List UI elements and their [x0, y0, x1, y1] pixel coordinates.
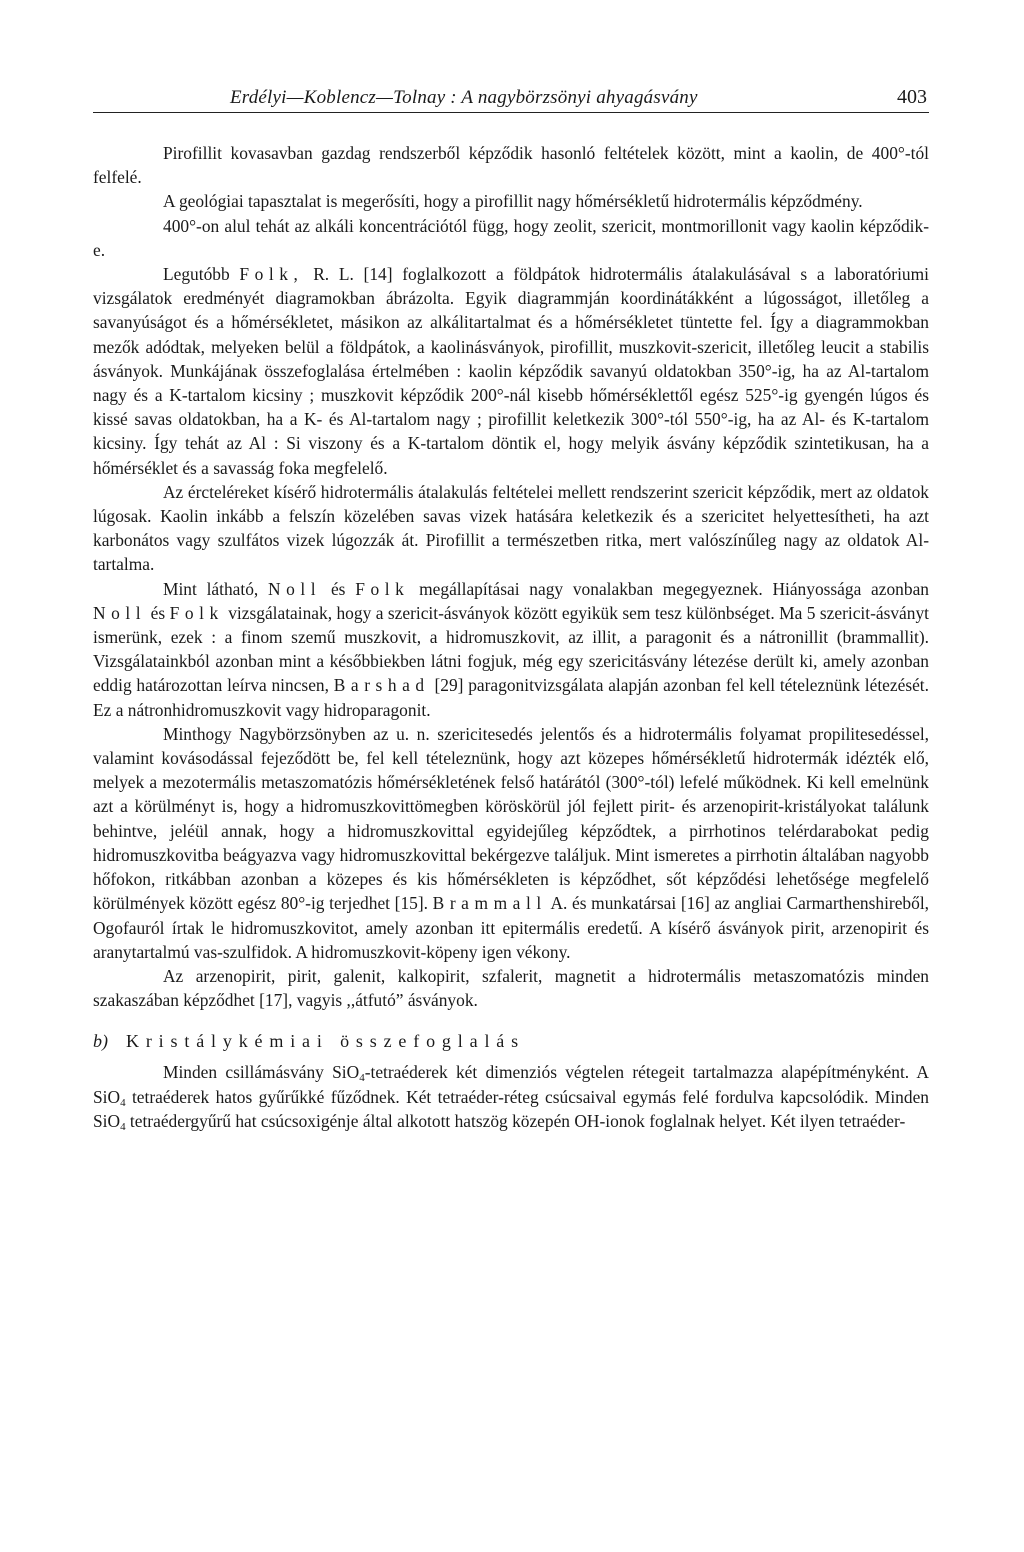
- subscript-4-b: 4: [120, 1096, 126, 1109]
- p6-and: és: [330, 578, 346, 599]
- section-heading: [93, 1028, 929, 1054]
- paragraph-8: Az arzenopirit, pirit, galenit, kalkopirit, szfalerit, magnetit a hidrotermális metaszomatózis minden szakaszában képződhet [17], vagyis ,,átfutó” ásványok.: [93, 965, 929, 1011]
- author-name-noll: Noll: [268, 578, 322, 599]
- p9-text-c: tetraéderek hatos gyűrűkké fűződnek. Két tetraéder-réteg csúcsaival egymás felé fordulva kapcsolódik. Minden SiO: [93, 1086, 929, 1131]
- author-name-brammall: Brammall: [432, 893, 547, 914]
- paragraph-9: [93, 1060, 929, 1133]
- p7-text-b: A. és munkatársai [16] az angliai Carmarthenshireből, Ogofauról írtak le hidromuszkovitot, amely azonban itt epitermális eredetű. A kísérő ásványok pirit, arzenopirit és aranytartalmú vas-szulfidok. A hidromuszkovit-köpeny igen vékony.: [93, 893, 930, 962]
- author-name-folk: Folk,: [239, 264, 304, 285]
- running-title: Erdélyi—Koblencz—Tolnay : A nagybörzsönyi ahyagásvány: [230, 87, 698, 108]
- document-page: [93, 86, 929, 1133]
- p6-text-a: Mint látható,: [163, 578, 259, 599]
- author-name-noll-2: Noll: [93, 602, 147, 623]
- p4-text-a: Legutóbb: [163, 264, 230, 285]
- author-name-folk-3: Folk: [169, 602, 224, 623]
- paragraph-1: Pirofillit kovasavban gazdag rendszerből képződik hasonló feltételek között, mint a kaolin, de 400°-tól felfelé.: [93, 143, 929, 188]
- body-text: [93, 141, 929, 1133]
- section-title: Kristálykémiai összefoglalás: [126, 1031, 525, 1052]
- p9-text-b: -tetraéderek két dimenziós végtelen rétegeit tartalmazza alapépítményként. A SiO: [93, 1062, 929, 1107]
- paragraph-4: [93, 262, 929, 480]
- paragraph-7: [93, 722, 929, 964]
- running-header: [93, 86, 929, 113]
- p7-text-a: Minthogy Nagybörzsönyben az u. n. szericitesedés jelentős és a hidrotermális folyamat propilitesedéssel, valamint kovásodással fejeződött be, fel kell tételeznünk, hogy azt közepes hőmérsékletű hidrotermák idézték elő, melyek a mezotermális metaszomatózis hőmérsékletének felső határától (300°-tól) lefelé működnek. Ki kell emelnünk azt a körülményt is, hogy a hidromuszkovittömegben köröskörül jól fejlett pirit- és arzenopirit-kristályokat találunk behintve, jeléül annak, hogy a hidromuszkovittal egyidejűleg képződtek, a pirrhotinos telérdarabokat pedig hidromuszkovitba beágyazva vagy hidromuszkovittal bekérgezve találjuk. Mint ismeretes a pirrhotin általában nagyobb hőfokon, ritkábban azonban a közepes és kis hőmérsékleten is képződhet, sőt képződési lehetősége megfelelő körülmények között egész 80°-ig terjedhet [15].: [93, 723, 929, 914]
- p6-text-d: [29] paragonitvizsgálata alapján azonban fel kell tételeznünk létezését. Ez a nátronhidromuszkovit vagy hidroparagonit.: [93, 675, 929, 720]
- p6-and-2: és: [150, 602, 166, 623]
- author-name-folk-2: Folk: [355, 578, 410, 599]
- subscript-4-c: 4: [120, 1120, 126, 1133]
- author-name-barshad: Barshad: [333, 675, 430, 696]
- paragraph-2: A geológiai tapasztalat is megerősíti, hogy a pirofillit nagy hőmérsékletű hidrotermális képződmény.: [163, 191, 863, 212]
- page-number: 403: [897, 86, 927, 108]
- paragraph-6: [93, 577, 929, 722]
- section-label: b): [93, 1031, 108, 1052]
- p6-text-b: megállapításai nagy vonalakban megegyeznek. Hiányossága azonban: [419, 578, 929, 599]
- paragraph-5: Az ércteléreket kísérő hidrotermális átalakulás feltételei mellett rendszerint szericit képződik, mert az oldatok lúgosak. Kaolin inkább a felszín közelében savas vizek hatására keletkezik és a szericitet helyettesítheti, ha azt karbonátos vagy szulfátos vizek lúgozzák át. Pirofillit a természetben ritka, mert valószínűleg nagy az oldatok Al-tartalma.: [93, 481, 929, 575]
- paragraph-3: 400°-on alul tehát az alkáli koncentrációtól függ, hogy zeolit, szericit, montmorillonit vagy kaolin képződik-e.: [93, 215, 929, 260]
- subscript-4: 4: [359, 1072, 365, 1085]
- p6-text-c: vizsgálatainak, hogy a szericit-ásványok között egyikük sem tesz különbséget. Ma 5 szericit-ásványt ismerünk, ezek : a finom szemű muszkovit, a hidromuszkovit, az illit, a paragonit és a nátronillit (brammallit). Vizsgálatainkból azonban mint a későbbiekben látni fogjuk, még egy szericitásvány létezése derült ki, amely azonban eddig határozottan leírva nincsen,: [93, 602, 930, 696]
- p9-text-a: Minden csillámásvány SiO: [163, 1062, 360, 1083]
- p9-text-d: tetraédergyűrű hat csúcsoxigénje által alkotott hatszög közepén OH-ionok foglalnak helyet. Két ilyen tetraéder-: [129, 1110, 906, 1131]
- p4-text-c: R. L. [14] foglalkozott a földpátok hidrotermális átalakulásával s a laboratóriumi vizsgálatok eredményét diagramokban ábrázolta. Egyik diagrammján koordinátákként a lúgosságot, illetőleg a savanyúságot és a hőmérsékletet, másikon az alkálitartalmat és a hőmérsékletet tüntette fel. Így a diagrammokban mezők adódtak, melyeken belül a földpátok, a kaolinásványok, pirofillit, muszkovit-szericit, illetőleg leucit a stabilis ásványok. Munkájának összefoglalása értelmében : kaolin képződik savanyú oldatokban 350°-ig, ha az Al-tartalom nagy és a K-tartalom kicsiny ; muszkovit képződik 200°-nál kisebb hőmérséklettől egész 525°-ig gyengén lúgos és kissé savas oldatokban, ha a K- és Al-tartalom nagy ; pirofillit keletkezik 300°-tól 550°-ig, ha az Al- és K-tartalom kicsiny. Így tehát az Al : Si viszony és a K-tartalom döntik el, hogy melyik ásvány képződik szintetikusan, ha a hőmérséklet és a savasság foka megfelelő.: [93, 264, 929, 478]
